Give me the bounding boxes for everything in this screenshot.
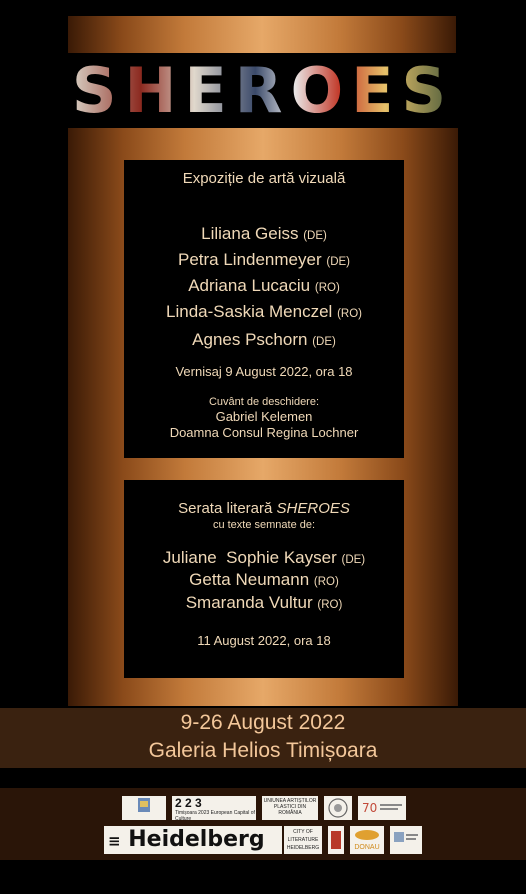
- literary-heading: [124, 500, 404, 517]
- literary-heading-title: SHEROES: [276, 500, 350, 517]
- artist-country: (RO): [314, 282, 340, 294]
- author-name: Getta Neumann: [189, 570, 310, 589]
- timisoara-2023-logo: 2 2 3 Timișoara 2023 European Capital of Culture: [172, 796, 256, 820]
- artist-row: [124, 276, 404, 296]
- title-text: SHEROES: [71, 54, 455, 127]
- author-name: Juliane Sophie Kayser: [162, 548, 337, 567]
- artist-row: [124, 302, 404, 322]
- author-country: (DE): [341, 554, 366, 566]
- speaker-name: Doamna Consul Regina Lochner: [169, 425, 359, 440]
- institution-seal-logo: [324, 796, 352, 820]
- artist-row: [124, 330, 404, 350]
- artist-country: (RO): [337, 308, 362, 320]
- literary-date: 11 August 2022, ora 18: [197, 633, 331, 648]
- artist-name: Adriana Lucaciu: [188, 276, 311, 295]
- literary-heading-prefix: Serata literară: [178, 500, 273, 517]
- artist-country: (DE): [303, 230, 327, 242]
- author-name: Smaranda Vultur: [185, 593, 313, 612]
- author-row: [124, 593, 404, 613]
- exhibition-card: [124, 160, 404, 458]
- artist-country: (DE): [326, 256, 350, 268]
- institute-logo: [390, 826, 422, 854]
- literary-subheading: cu texte semnate de:: [212, 519, 316, 531]
- event-band: [0, 708, 526, 768]
- author-country: (RO): [313, 576, 339, 588]
- donau-logo: DONAU: [350, 826, 384, 854]
- speaker-name: Gabriel Kelemen: [215, 409, 313, 424]
- heidelberg-wordmark: Heidelberg: [128, 827, 265, 852]
- author-row: [124, 548, 404, 568]
- city-of-literature-logo: CITY OF LITERATURE HEIDELBERG: [284, 826, 322, 854]
- emblem-logo: [328, 826, 344, 854]
- city-crest-logo: [122, 796, 166, 820]
- exhibition-heading: Expoziție de artă vizuală: [182, 170, 346, 187]
- artist-name: Linda-Saskia Menczel: [166, 302, 333, 321]
- artist-row: [124, 224, 404, 244]
- anniversary-logo: [358, 796, 406, 820]
- event-venue: Galeria Helios Timișoara: [148, 739, 378, 762]
- svg-text:70: 70: [362, 801, 378, 815]
- artist-country: (DE): [312, 336, 336, 348]
- top-copper-band: [68, 16, 456, 53]
- artist-name: Agnes Pschorn: [192, 330, 308, 349]
- event-dates: 9-26 August 2022: [180, 711, 346, 734]
- heidelberg-logo: ≡ Heidelberg: [104, 826, 282, 854]
- vernissage-text: Vernisaj 9 August 2022, ora 18: [175, 364, 353, 379]
- artist-name: Petra Lindenmeyer: [177, 250, 322, 269]
- artist-name: Liliana Geiss: [201, 224, 299, 243]
- artist-row: [124, 250, 404, 270]
- sheroes-wordmark: [68, 54, 458, 127]
- uap-logo: UNIUNEA ARTIȘTILOR PLASTICI DIN ROMÂNIA: [262, 796, 318, 820]
- literary-card: [124, 480, 404, 678]
- author-row: [124, 570, 404, 590]
- opening-label: Cuvânt de deschidere:: [208, 396, 320, 408]
- author-country: (RO): [317, 599, 343, 611]
